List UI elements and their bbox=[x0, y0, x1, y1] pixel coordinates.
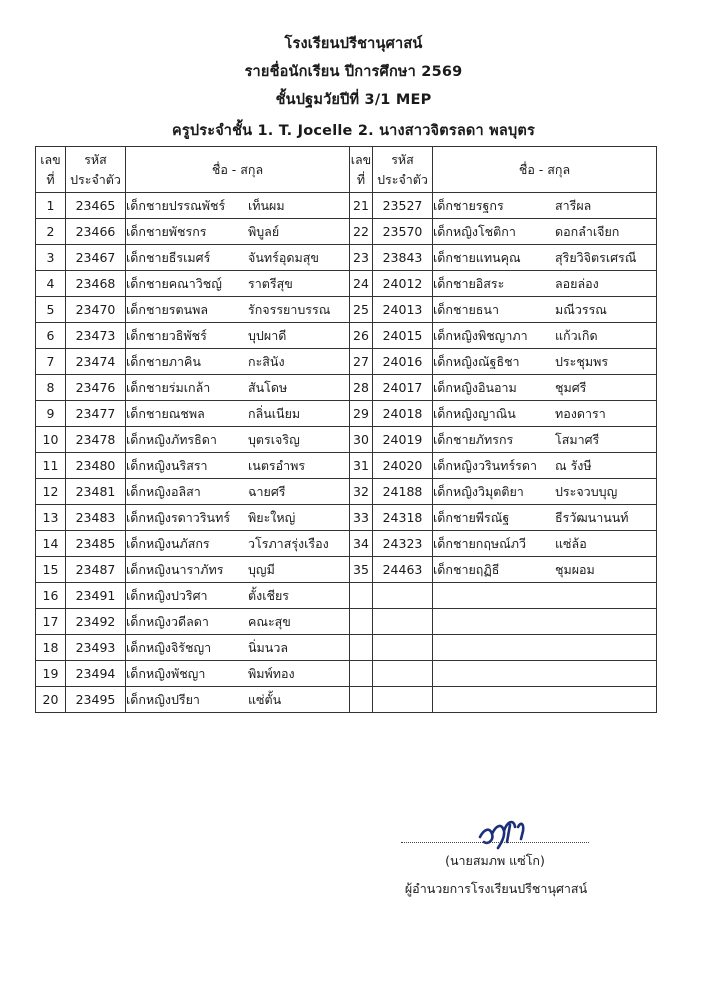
student-first-name: เด็กหญิงปรียา bbox=[126, 691, 200, 707]
student-first-name: เด็กชายวธิพัชร์ bbox=[126, 327, 207, 343]
student-first-name: เด็กชายธีรเมศร์ bbox=[126, 249, 211, 265]
student-number: 2 bbox=[36, 219, 66, 245]
table-row bbox=[36, 557, 657, 583]
student-code: 23466 bbox=[66, 219, 126, 245]
student-number: 19 bbox=[36, 661, 66, 687]
table-row bbox=[36, 219, 657, 245]
student-number: 33 bbox=[350, 505, 373, 531]
student-name-cell bbox=[126, 479, 350, 505]
student-last-name: เท็นผม bbox=[248, 197, 285, 213]
student-number bbox=[350, 661, 373, 687]
student-code: 23480 bbox=[66, 453, 126, 479]
student-number: 15 bbox=[36, 557, 66, 583]
table-row bbox=[36, 531, 657, 557]
student-number: 21 bbox=[350, 193, 373, 219]
student-code: 24318 bbox=[373, 505, 433, 531]
student-last-name: พิยะใหญ่ bbox=[248, 509, 296, 525]
student-number: 13 bbox=[36, 505, 66, 531]
student-code: 23474 bbox=[66, 349, 126, 375]
student-last-name: คณะสุข bbox=[248, 613, 291, 629]
student-name-cell bbox=[433, 349, 657, 375]
student-last-name: ราตรีสุข bbox=[248, 275, 293, 291]
student-number bbox=[350, 609, 373, 635]
student-name-cell bbox=[126, 193, 350, 219]
student-last-name: นิ่มนวล bbox=[248, 639, 289, 655]
student-first-name: เด็กหญิงวดีลดา bbox=[126, 613, 209, 629]
table-row bbox=[36, 635, 657, 661]
student-number: 26 bbox=[350, 323, 373, 349]
student-number bbox=[350, 635, 373, 661]
student-last-name: ณ รังษี bbox=[555, 457, 592, 473]
student-name-cell bbox=[126, 401, 350, 427]
student-number: 23 bbox=[350, 245, 373, 271]
student-code: 24015 bbox=[373, 323, 433, 349]
student-name-cell bbox=[126, 219, 350, 245]
student-last-name: สารีผล bbox=[555, 197, 592, 213]
student-first-name: เด็กหญิงรดาวรินทร์ bbox=[126, 509, 231, 525]
student-first-name: เด็กชายร่มเกล้า bbox=[126, 379, 211, 395]
table-row bbox=[36, 609, 657, 635]
header-student-code bbox=[373, 147, 433, 193]
student-first-name: เด็กชายอิสระ bbox=[433, 275, 505, 291]
student-last-name: มณีวรรณ bbox=[555, 301, 607, 317]
student-number: 22 bbox=[350, 219, 373, 245]
student-number: 1 bbox=[36, 193, 66, 219]
student-number: 3 bbox=[36, 245, 66, 271]
student-name-cell bbox=[433, 427, 657, 453]
student-code bbox=[373, 583, 433, 609]
student-name-cell bbox=[126, 531, 350, 557]
student-number bbox=[350, 687, 373, 713]
student-code: 23476 bbox=[66, 375, 126, 401]
student-code: 24012 bbox=[373, 271, 433, 297]
student-number: 8 bbox=[36, 375, 66, 401]
student-first-name: เด็กหญิงพิชญาภา bbox=[433, 327, 528, 343]
student-number: 24 bbox=[350, 271, 373, 297]
student-number: 20 bbox=[36, 687, 66, 713]
student-number: 31 bbox=[350, 453, 373, 479]
student-last-name: ชุมศรี bbox=[555, 379, 587, 395]
header-student-code bbox=[66, 147, 126, 193]
student-code bbox=[373, 687, 433, 713]
student-last-name: ดอกลำเจียก bbox=[555, 223, 620, 239]
director-position: ผู้อำนวยการโรงเรียนปรีชานุศาสน์ bbox=[404, 881, 588, 896]
homeroom-teachers: ครูประจำชั้น 1. T. Jocelle 2. นางสาวจิตรลดา พลบุตร bbox=[172, 123, 535, 139]
table-row bbox=[36, 479, 657, 505]
student-last-name: พิมพ์ทอง bbox=[248, 665, 295, 681]
student-name-cell bbox=[126, 609, 350, 635]
student-name-cell bbox=[126, 505, 350, 531]
student-name-cell bbox=[433, 453, 657, 479]
table-row bbox=[36, 349, 657, 375]
student-code: 23493 bbox=[66, 635, 126, 661]
header-number-line1: เลข bbox=[350, 151, 372, 167]
student-code: 24020 bbox=[373, 453, 433, 479]
list-title: รายชื่อนักเรียน ปีการศึกษา 2569 bbox=[244, 64, 463, 80]
student-first-name: เด็กหญิงวิมุตติยา bbox=[433, 483, 524, 499]
student-number: 32 bbox=[350, 479, 373, 505]
header-number-line1: เลข bbox=[40, 151, 61, 167]
student-last-name: ชุมผอม bbox=[555, 561, 595, 577]
student-code: 23570 bbox=[373, 219, 433, 245]
student-first-name: เด็กชายคณาวิชญ์ bbox=[126, 275, 222, 291]
student-name-cell bbox=[126, 687, 350, 713]
student-name-cell bbox=[433, 323, 657, 349]
student-name-cell bbox=[433, 505, 657, 531]
student-first-name: เด็กชายณชพล bbox=[126, 405, 205, 421]
student-name-cell bbox=[433, 661, 657, 687]
header-code-line1: รหัส bbox=[391, 151, 414, 167]
student-last-name: ตั้งเชียร bbox=[248, 587, 290, 603]
header-full-name: ชื่อ - สกุล bbox=[433, 147, 657, 193]
student-name-cell bbox=[433, 635, 657, 661]
student-last-name: ลอยล่อง bbox=[555, 275, 599, 291]
header-number-line2: ที่ bbox=[356, 171, 366, 187]
student-name-cell bbox=[433, 375, 657, 401]
student-first-name: เด็กชายพีรณัฐ bbox=[433, 509, 510, 525]
student-code: 23491 bbox=[66, 583, 126, 609]
student-code: 23492 bbox=[66, 609, 126, 635]
student-last-name: ทองดารา bbox=[555, 405, 606, 421]
student-number: 35 bbox=[350, 557, 373, 583]
student-number: 27 bbox=[350, 349, 373, 375]
student-first-name: เด็กหญิงพัชญา bbox=[126, 665, 206, 681]
student-last-name: ประชุมพร bbox=[555, 353, 609, 369]
student-first-name: เด็กหญิงภัทรธิดา bbox=[126, 431, 217, 447]
student-code: 23468 bbox=[66, 271, 126, 297]
student-first-name: เด็กชายรฐกร bbox=[433, 197, 504, 213]
student-name-cell bbox=[433, 609, 657, 635]
student-code: 23473 bbox=[66, 323, 126, 349]
student-code: 23487 bbox=[66, 557, 126, 583]
student-last-name: แก้วเกิด bbox=[555, 327, 598, 343]
table-row bbox=[36, 193, 657, 219]
student-first-name: เด็กหญิงปวริศา bbox=[126, 587, 208, 603]
student-name-cell bbox=[126, 661, 350, 687]
student-name-cell bbox=[126, 271, 350, 297]
student-name-cell bbox=[126, 583, 350, 609]
table-row bbox=[36, 323, 657, 349]
student-first-name: เด็กหญิงวรินทร์รดา bbox=[433, 457, 538, 473]
table-row bbox=[36, 401, 657, 427]
student-code: 23467 bbox=[66, 245, 126, 271]
signature-line bbox=[401, 842, 589, 843]
student-code: 24016 bbox=[373, 349, 433, 375]
student-name-cell bbox=[126, 557, 350, 583]
header-number-line2: ที่ bbox=[46, 171, 55, 187]
table-row bbox=[36, 453, 657, 479]
student-name-cell bbox=[433, 193, 657, 219]
student-code: 23465 bbox=[66, 193, 126, 219]
student-name-cell bbox=[126, 635, 350, 661]
student-last-name: สันโดษ bbox=[248, 379, 288, 395]
student-last-name: บุปผาดี bbox=[248, 327, 287, 343]
student-code bbox=[373, 635, 433, 661]
student-name-cell bbox=[126, 297, 350, 323]
student-name-cell bbox=[126, 427, 350, 453]
student-last-name: โสมาศรี bbox=[555, 431, 600, 447]
director-signature-mark bbox=[474, 815, 544, 851]
student-last-name: วโรภาสรุ่งเรือง bbox=[248, 535, 329, 551]
class-level: ชั้นปฐมวัยปีที่ 3/1 MEP bbox=[275, 92, 432, 108]
student-number: 29 bbox=[350, 401, 373, 427]
student-roster-table bbox=[35, 146, 657, 713]
student-last-name: แซ่ล้อ bbox=[555, 535, 587, 551]
student-code: 24019 bbox=[373, 427, 433, 453]
header-number bbox=[36, 147, 66, 193]
student-last-name: ฉายศรี bbox=[248, 483, 286, 499]
student-number: 11 bbox=[36, 453, 66, 479]
student-name-cell bbox=[433, 271, 657, 297]
student-number: 6 bbox=[36, 323, 66, 349]
table-row bbox=[36, 583, 657, 609]
student-number: 5 bbox=[36, 297, 66, 323]
student-code: 23495 bbox=[66, 687, 126, 713]
student-first-name: เด็กหญิงอลิสา bbox=[126, 483, 201, 499]
student-name-cell bbox=[433, 531, 657, 557]
student-last-name: พิบูลย์ bbox=[248, 223, 280, 239]
student-first-name: เด็กหญิงจิรัชญา bbox=[126, 639, 212, 655]
student-name-cell bbox=[433, 219, 657, 245]
header-full-name: ชื่อ - สกุล bbox=[126, 147, 350, 193]
student-name-cell bbox=[126, 453, 350, 479]
school-name: โรงเรียนปรีชานุศาสน์ bbox=[284, 36, 423, 52]
student-code: 24017 bbox=[373, 375, 433, 401]
student-number: 12 bbox=[36, 479, 66, 505]
table-row bbox=[36, 297, 657, 323]
student-number: 4 bbox=[36, 271, 66, 297]
student-code bbox=[373, 661, 433, 687]
student-last-name: เนตรอำพร bbox=[248, 457, 306, 473]
student-number: 17 bbox=[36, 609, 66, 635]
table-row bbox=[36, 245, 657, 271]
student-name-cell bbox=[433, 583, 657, 609]
director-name: (นายสมภพ แซ่โก) bbox=[445, 853, 545, 868]
student-code: 24188 bbox=[373, 479, 433, 505]
student-first-name: เด็กหญิงอินอาม bbox=[433, 379, 517, 395]
student-last-name: ประจวบบุญ bbox=[555, 483, 618, 499]
student-last-name: บุตรเจริญ bbox=[248, 431, 300, 447]
student-first-name: เด็กหญิงณัฐธิชา bbox=[433, 353, 520, 369]
student-code: 23470 bbox=[66, 297, 126, 323]
student-number: 9 bbox=[36, 401, 66, 427]
student-name-cell bbox=[433, 401, 657, 427]
table-row bbox=[36, 427, 657, 453]
student-name-cell bbox=[433, 297, 657, 323]
student-code: 23478 bbox=[66, 427, 126, 453]
student-last-name: กะสินัง bbox=[248, 353, 285, 369]
student-name-cell bbox=[433, 245, 657, 271]
student-last-name: สุริยวิจิตรเศรณี bbox=[555, 249, 637, 265]
student-name-cell bbox=[126, 323, 350, 349]
roster-body bbox=[36, 193, 657, 713]
header-code-line1: รหัส bbox=[84, 151, 107, 167]
student-first-name: เด็กชายธนา bbox=[433, 301, 499, 317]
student-number: 18 bbox=[36, 635, 66, 661]
student-number: 14 bbox=[36, 531, 66, 557]
student-code: 24463 bbox=[373, 557, 433, 583]
table-row bbox=[36, 271, 657, 297]
student-name-cell bbox=[433, 479, 657, 505]
student-code: 23527 bbox=[373, 193, 433, 219]
table-row bbox=[36, 687, 657, 713]
student-number: 16 bbox=[36, 583, 66, 609]
header-code-line2: ประจำตัว bbox=[377, 171, 428, 187]
student-first-name: เด็กชายภาคิน bbox=[126, 353, 201, 369]
student-name-cell bbox=[126, 349, 350, 375]
student-code bbox=[373, 609, 433, 635]
header-number bbox=[350, 147, 373, 193]
student-code: 23843 bbox=[373, 245, 433, 271]
table-row bbox=[36, 375, 657, 401]
student-code: 24323 bbox=[373, 531, 433, 557]
student-code: 23481 bbox=[66, 479, 126, 505]
student-name-cell bbox=[126, 375, 350, 401]
header-code-line2: ประจำตัว bbox=[70, 171, 121, 187]
student-name-cell bbox=[433, 687, 657, 713]
student-name-cell bbox=[126, 245, 350, 271]
student-first-name: เด็กชายภัทรกร bbox=[433, 431, 514, 447]
student-number: 30 bbox=[350, 427, 373, 453]
student-code: 24018 bbox=[373, 401, 433, 427]
table-header-row bbox=[36, 147, 657, 193]
student-first-name: เด็กหญิงนริสรา bbox=[126, 457, 208, 473]
student-first-name: เด็กหญิงโชติกา bbox=[433, 223, 516, 239]
student-first-name: เด็กหญิงนาราภัทร bbox=[126, 561, 224, 577]
student-last-name: กลิ่นเนียม bbox=[248, 405, 301, 421]
table-row bbox=[36, 661, 657, 687]
student-number: 10 bbox=[36, 427, 66, 453]
student-first-name: เด็กชายพัชรกร bbox=[126, 223, 207, 239]
student-last-name: รักจรรยาบรรณ bbox=[248, 301, 331, 317]
student-first-name: เด็กหญิงญาณิน bbox=[433, 405, 516, 421]
student-number: 25 bbox=[350, 297, 373, 323]
table-row bbox=[36, 505, 657, 531]
student-code: 23483 bbox=[66, 505, 126, 531]
student-number: 28 bbox=[350, 375, 373, 401]
student-last-name: จันทร์อุดมสุข bbox=[248, 249, 319, 265]
student-first-name: เด็กชายรตนพล bbox=[126, 301, 209, 317]
student-last-name: แซ่ตั้น bbox=[248, 691, 282, 707]
student-first-name: เด็กชายปรรณพัชร์ bbox=[126, 197, 226, 213]
student-last-name: ธีรวัฒนานนท์ bbox=[555, 509, 629, 525]
student-first-name: เด็กชายกฤษณ์ภวี bbox=[433, 535, 527, 551]
student-code: 23477 bbox=[66, 401, 126, 427]
student-first-name: เด็กชายฤฏิธี bbox=[433, 561, 500, 577]
student-code: 24013 bbox=[373, 297, 433, 323]
student-name-cell bbox=[433, 557, 657, 583]
student-number: 34 bbox=[350, 531, 373, 557]
student-number bbox=[350, 583, 373, 609]
student-code: 23485 bbox=[66, 531, 126, 557]
student-last-name: บุญมี bbox=[248, 561, 275, 577]
student-first-name: เด็กหญิงนภัสกร bbox=[126, 535, 210, 551]
student-number: 7 bbox=[36, 349, 66, 375]
student-first-name: เด็กชายแทนคุณ bbox=[433, 249, 521, 265]
student-code: 23494 bbox=[66, 661, 126, 687]
